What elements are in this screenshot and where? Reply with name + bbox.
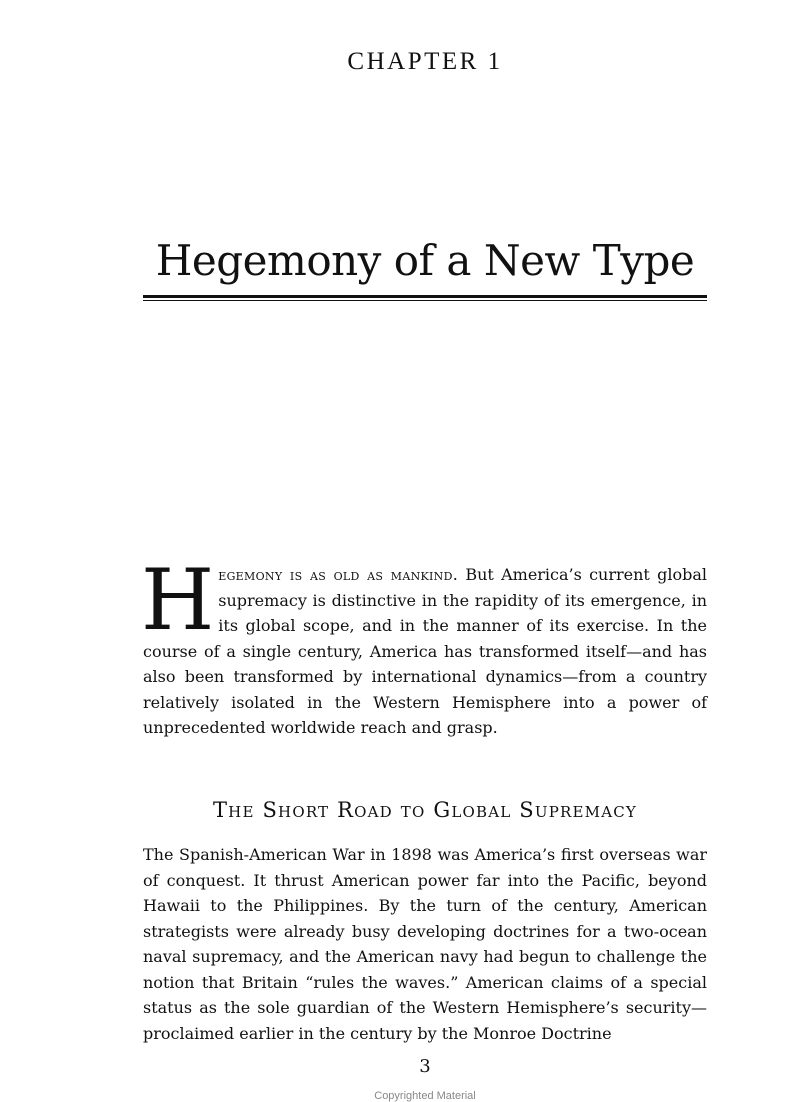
section-paragraph: The Spanish-American War in 1898 was America’s first overseas war of conquest. It thrust American power far into the Pacific, beyond Hawaii to the Philippines. By the turn of the century, American strategists were already busy developing doctrines for a two-ocean naval supremacy, and the American navy had begun to challenge the notion that Britain “rules the waves.” American claims of a special status as the sole guardian of the Western Hemisphere’s security—proclaimed earlier in the century by the Monroe Doctrine [143,845,707,1043]
intro-lead-small-caps: egemony is as old as mankind. [218,565,459,584]
title-double-rule [143,295,707,301]
chapter-title: Hegemony of a New Type [155,236,695,285]
copyright-notice: Copyrighted Material [374,1090,476,1102]
page-number: 3 [419,1056,431,1077]
drop-cap: H [141,551,215,649]
intro-text: But America’s current global supremacy is distinctive in the rapidity of its emergence, in its global scope, and in the manner of its exercise. In the course of a single century, America has transformed itself—and has also been transformed by international dynamics—from a country relatively isolated in the Western Hemisphere into a power of unprecedented worldwide reach and grasp. [143,565,707,737]
intro-paragraph [141,551,707,741]
section-heading: The Short Road to Global Supremacy [212,798,638,822]
chapter-label: CHAPTER 1 [347,48,503,75]
